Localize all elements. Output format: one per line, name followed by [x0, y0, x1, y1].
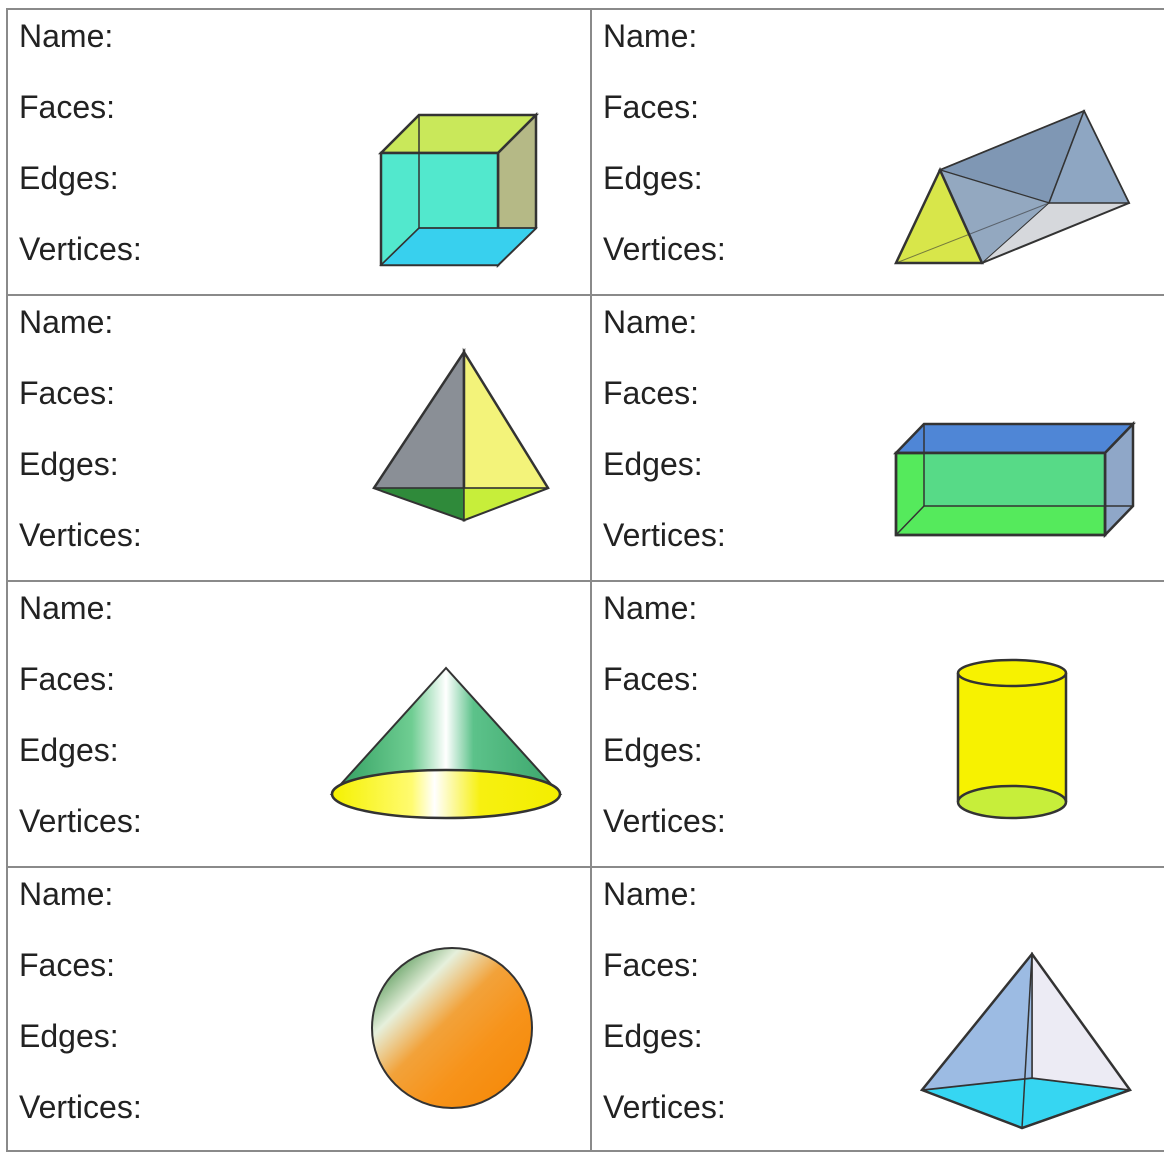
vertices-label: Vertices: [19, 1089, 142, 1125]
vertices-label: Vertices: [19, 231, 142, 267]
faces-label: Faces: [19, 375, 116, 411]
shape-cell-cube [8, 10, 592, 296]
name-label: Name: [19, 590, 114, 626]
shape-cell-square-pyramid [592, 868, 1164, 1152]
shape-cell-triangular-prism [592, 10, 1164, 296]
rectangular-prism-icon [892, 418, 1137, 540]
vertices-label: Vertices: [603, 803, 726, 839]
faces-label: Faces: [603, 947, 700, 983]
name-label: Name: [19, 876, 114, 912]
name-label: Name: [603, 876, 698, 912]
vertices-label: Vertices: [603, 231, 726, 267]
vertices-label: Vertices: [19, 517, 142, 553]
faces-label: Faces: [19, 947, 116, 983]
name-label: Name: [603, 590, 698, 626]
triangular-prism-icon [892, 108, 1134, 268]
worksheet-grid [6, 8, 1164, 1152]
vertices-label: Vertices: [19, 803, 142, 839]
edges-label: Edges: [603, 732, 703, 768]
shape-cell-rectangular-prism [592, 296, 1164, 582]
edges-label: Edges: [603, 446, 703, 482]
shape-cell-cylinder [592, 582, 1164, 868]
faces-label: Faces: [19, 89, 116, 125]
edges-label: Edges: [19, 1018, 119, 1054]
edges-label: Edges: [603, 160, 703, 196]
shape-cell-sphere [8, 868, 592, 1152]
vertices-label: Vertices: [603, 1089, 726, 1125]
name-label: Name: [19, 304, 114, 340]
edges-label: Edges: [19, 160, 119, 196]
edges-label: Edges: [603, 1018, 703, 1054]
cylinder-icon [954, 656, 1070, 822]
triangular-pyramid-icon [370, 348, 552, 526]
faces-label: Faces: [603, 375, 700, 411]
edges-label: Edges: [19, 732, 119, 768]
cone-icon [328, 666, 566, 826]
cube-icon [376, 110, 541, 270]
name-label: Name: [603, 18, 698, 54]
edges-label: Edges: [19, 446, 119, 482]
sphere-icon [368, 944, 536, 1112]
shape-cell-triangular-pyramid [8, 296, 592, 582]
faces-label: Faces: [603, 661, 700, 697]
vertices-label: Vertices: [603, 517, 726, 553]
square-pyramid-icon [918, 950, 1134, 1132]
faces-label: Faces: [19, 661, 116, 697]
faces-label: Faces: [603, 89, 700, 125]
name-label: Name: [603, 304, 698, 340]
name-label: Name: [19, 18, 114, 54]
shape-cell-cone [8, 582, 592, 868]
